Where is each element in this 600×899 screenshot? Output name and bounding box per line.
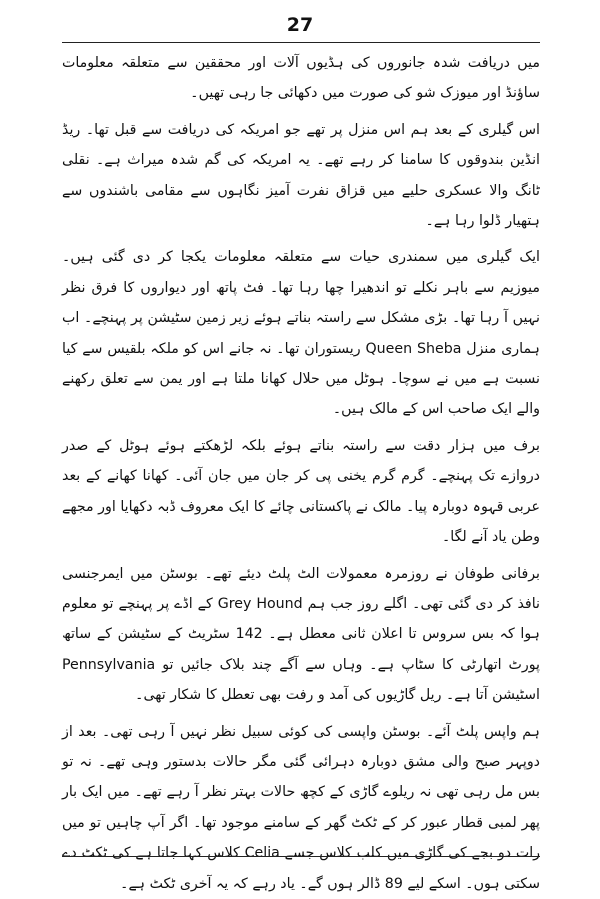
header-rule xyxy=(62,42,540,43)
footer-rule xyxy=(62,856,540,857)
paragraph-hotel-arrival: برف میں ہزار دقت سے راستہ بناتے ہوئے بلکہ لڑھکتے ہوئے ہوٹل کے صدر دروازے تک پہنچے۔ گرم گرم یخنی پی کر جان میں جان آئی۔ کھانا کھانے کے بعد عربی قہوہ دوبارہ پیا۔ مالک نے پاکستانی چائے کا ایک معروف ڈبہ دکھایا اور مجھے وطن یاد آنے لگا۔ xyxy=(62,437,540,546)
paragraph-snowstorm: برفانی طوفان نے روزمرہ معمولات الٹ پلٹ دیئے تھے۔ بوسٹن میں ایمرجنسی نافذ کر دی گئی تھی۔ اگلے روز جب ہم Grey Hound کے اڈے پر پہنچے تو معلوم ہوا کہ بس سروس تا اعلان ثانی معطل ہے۔ 142 سٹریٹ کے سٹیشن کے ساتھ پورٹ اتھارٹی کا سٹاپ ہے۔ وہاں سے آگے چند بلاک جائیں تو Pennsylvania اسٹیشن آتا ہے۔ ریل گاڑیوں کی آمد و رفت بھی تعطل کا شکار تھی۔ xyxy=(62,565,540,704)
paragraph-marine-gallery: ایک گیلری میں سمندری حیات سے متعلقہ معلومات یکجا کر دی گئی ہیں۔ میوزیم سے باہر نکلے تو اندھیرا چھا رہا تھا۔ فٹ پاتھ اور دیواروں کا فرق نظر نہیں آ رہا تھا۔ بڑی مشکل سے راستہ بناتے ہوئے زیر زمین سٹیشن پر پہنچے۔ اب ہماری منزل Queen Sheba ریستوران تھا۔ نہ جانے اس کو ملکہ بلقیس سے کیا نسبت ہے میں نے سوچا۔ ہوٹل میں حلال کھانا ملتا ہے اور یمن سے تعلق رکھنے والے ایک صاحب اس کے مالک ہیں۔ xyxy=(62,249,540,418)
paragraph-ticket-office: ہم واپس پلٹ آئے۔ بوسٹن واپسی کی کوئی سبیل نظر نہیں آ رہی تھی۔ بعد از دوپہر صبح والی مشق دوبارہ دہرائی گئی مگر حالات بدستور وہی تھے۔ نہ تو بس مل رہی تھی نہ ریلوے گاڑی کے کچھ حالات بہتر نظر آ رہے تھے۔ میں ایک بار پھر لمبی قطار عبور کر کے ٹکٹ گھر کے سامنے موجود تھا۔ اگر آپ چاہیں تو میں رات دو بجے کی گاڑی میں کلب کلاس جسے Celia کلاس کہا جاتا ہے کی ٹکٹ دے سکتی ہوں۔ اسکے لیے 89 ڈالر ہوں گے۔ یاد رہے کہ یہ آخری ٹکٹ ہے۔ xyxy=(62,723,540,892)
body-text xyxy=(62,48,540,899)
paragraph-museum-exhibits: میں دریافت شدہ جانوروں کی ہڈیوں آلات اور محققین سے متعلقہ معلومات ساؤنڈ اور میوزک شو کی صورت میں دکھائی جا رہی تھیں۔ xyxy=(62,55,540,102)
page-number: 27 xyxy=(286,14,314,36)
paragraph-gallery-history: اس گیلری کے بعد ہم اس منزل پر تھے جو امریکہ کی دریافت سے قبل تھا۔ ریڈ انڈین بندوقوں کا سامنا کر رہے تھے۔ یہ امریکہ کی گم شدہ میراث ہے۔ نقلی ٹانگ والا عسکری حلیے میں قزاق نفرت آمیز نگاہوں سے مقامی باشندوں سے ہتھیار ڈلوا رہا ہے۔ xyxy=(62,121,540,230)
